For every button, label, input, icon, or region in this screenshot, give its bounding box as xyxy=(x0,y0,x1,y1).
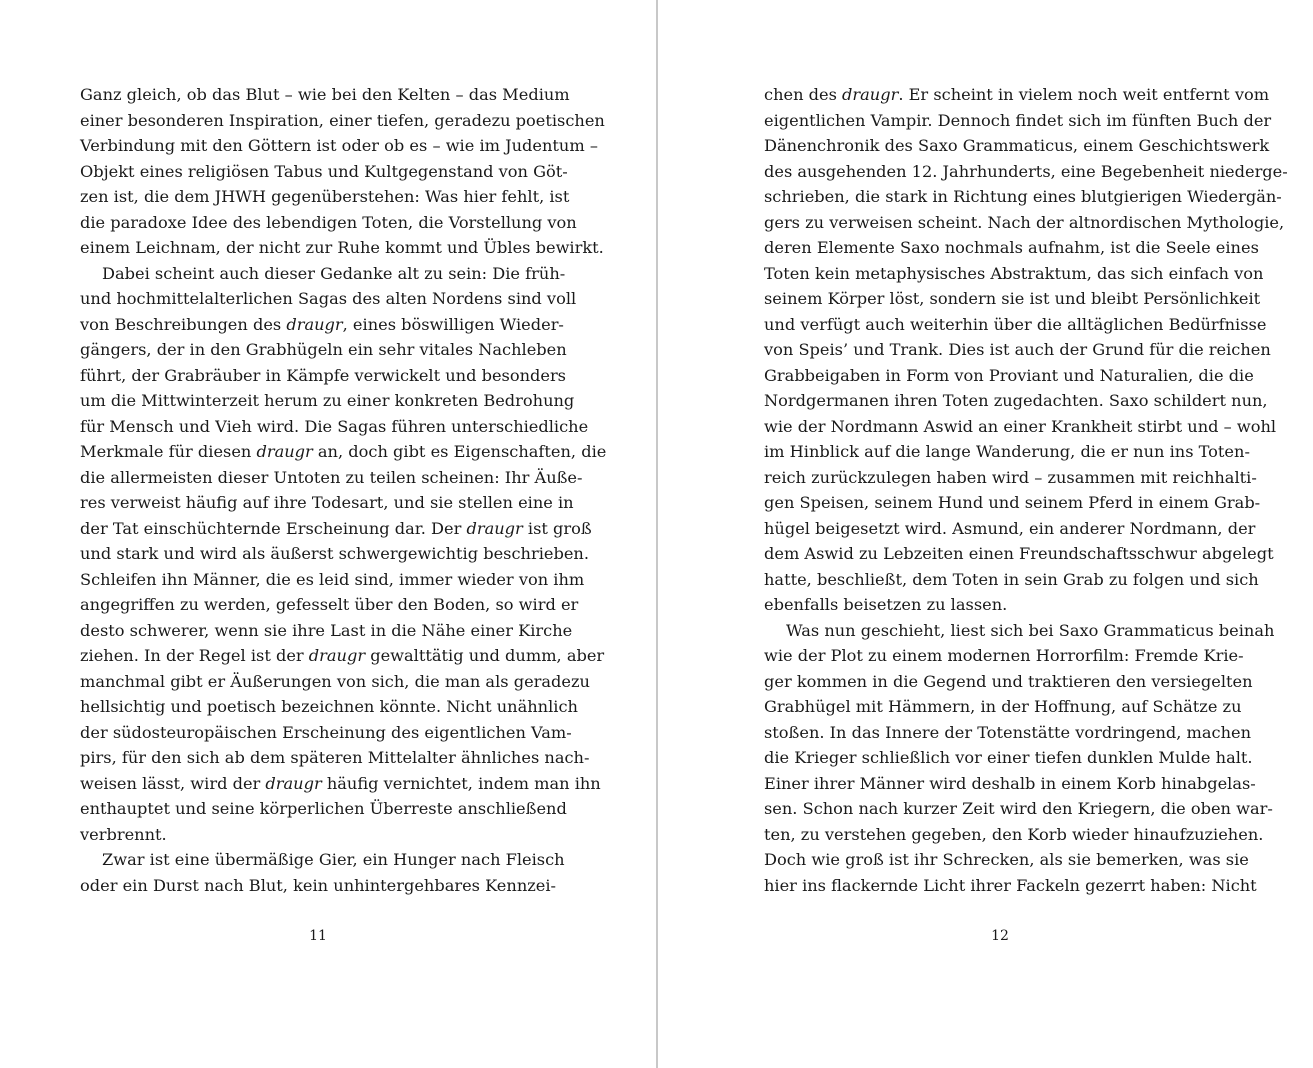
text-line: Nordgermanen ihren Toten zugedachten. Saxo schildert nun, xyxy=(764,391,1268,410)
text-line: für Mensch und Vieh wird. Die Sagas führen unterschiedliche xyxy=(80,416,589,436)
text-line: ziehen. In der Regel ist der draugr gewalttätig und dumm, aber xyxy=(80,646,605,665)
text-line: Toten kein metaphysisches Abstraktum, das sich einfach von xyxy=(764,263,1264,283)
text-line: ten, zu verstehen gegeben, den Korb wieder hinaufzuziehen. xyxy=(764,824,1264,844)
text-line: Verbindung mit den Göttern ist oder ob es – wie im Judentum – xyxy=(80,136,598,155)
text-line: angegriffen zu werden, gefesselt über den Boden, so wird er xyxy=(80,595,579,614)
left-page-number: 11 xyxy=(309,928,327,944)
text-line: oder ein Durst nach Blut, kein unhintergehbares Kennzei- xyxy=(80,875,556,895)
text-line: enthauptet und seine körperlichen Überreste anschließend xyxy=(80,799,567,818)
text-line: seinem Körper löst, sondern sie ist und bleibt Persönlichkeit xyxy=(764,289,1261,308)
text-line: und stark und wird als äußerst schwergewichtig beschrieben. xyxy=(80,544,589,563)
text-line: wie der Plot zu einem modernen Horrorfilm: Fremde Krie- xyxy=(764,646,1244,665)
text-line: Grabhügel mit Hämmern, in der Hoffnung, auf Schätze zu xyxy=(764,697,1242,716)
text-line: stoßen. In das Innere der Totenstätte vordringend, machen xyxy=(764,722,1252,742)
left-page-text xyxy=(80,82,607,898)
text-line: hellsichtig und poetisch bezeichnen könnte. Nicht unähnlich xyxy=(80,697,578,716)
text-line: Ganz gleich, ob das Blut – wie bei den Kelten – das Medium xyxy=(80,85,570,104)
text-line: ebenfalls beisetzen zu lassen. xyxy=(764,595,1008,614)
text-line: hier ins flackernde Licht ihrer Fackeln gezerrt haben: Nicht xyxy=(764,875,1257,895)
text-line: wie der Nordmann Aswid an einer Krankheit stirbt und – wohl xyxy=(764,416,1277,436)
text-line: reich zurückzulegen haben wird – zusammen mit reichhalti- xyxy=(764,467,1257,487)
text-line: weisen lässt, wird der draugr häufig vernichtet, indem man ihn xyxy=(80,773,601,793)
text-line: dem Aswid zu Lebzeiten einen Freundschaftsschwur abgelegt xyxy=(764,544,1274,563)
text-line: Dänenchronik des Saxo Grammaticus, einem Geschichtswerk xyxy=(764,136,1270,155)
text-line: Zwar ist eine übermäßige Gier, ein Hunger nach Fleisch xyxy=(102,850,565,869)
text-line: die paradoxe Idee des lebendigen Toten, die Vorstellung von xyxy=(80,212,577,232)
text-line: pirs, für den sich ab dem späteren Mittelalter ähnliches nach- xyxy=(80,748,590,767)
text-line: Objekt eines religiösen Tabus und Kultgegenstand von Göt- xyxy=(80,161,568,181)
text-line: einem Leichnam, der nicht zur Ruhe kommt und Übles bewirkt. xyxy=(80,238,604,257)
text-line: einer besonderen Inspiration, einer tiefen, geradezu poetischen xyxy=(80,110,605,130)
text-line: gen Speisen, seinem Hund und seinem Pferd in einem Grab- xyxy=(764,493,1261,512)
text-line: ger kommen in die Gegend und traktieren den versiegelten xyxy=(764,671,1253,691)
text-line: der südosteuropäischen Erscheinung des eigentlichen Vam- xyxy=(80,722,572,742)
text-line: und hochmittelalterlichen Sagas des alten Nordens sind voll xyxy=(80,289,577,308)
right-page xyxy=(764,82,1288,898)
text-line: eigentlichen Vampir. Dennoch findet sich im fünften Buch der xyxy=(764,110,1272,130)
text-line: manchmal gibt er Äußerungen von sich, die man als geradezu xyxy=(80,671,590,691)
text-line: von Speis’ und Trank. Dies ist auch der Grund für die reichen xyxy=(764,340,1271,359)
text-line: die allermeisten dieser Untoten zu teilen scheinen: Ihr Äuße- xyxy=(80,467,583,487)
text-line: der Tat einschüchternde Erscheinung dar. Der draugr ist groß xyxy=(80,518,592,538)
text-line: von Beschreibungen des draugr, eines böswilligen Wieder- xyxy=(80,314,564,334)
page-gutter xyxy=(656,0,658,1068)
text-line: gers zu verweisen scheint. Nach der altnordischen Mythologie, xyxy=(764,212,1285,232)
text-line: verbrennt. xyxy=(80,824,167,844)
text-line: desto schwerer, wenn sie ihre Last in die Nähe einer Kirche xyxy=(80,620,573,640)
text-line: Merkmale für diesen draugr an, doch gibt es Eigenschaften, die xyxy=(80,442,607,461)
text-line: zen ist, die dem JHWH gegenüberstehen: Was hier fehlt, ist xyxy=(80,187,570,206)
text-line: Grabbeigaben in Form von Proviant und Naturalien, die die xyxy=(764,365,1254,385)
text-line: chen des draugr. Er scheint in vielem noch weit entfernt vom xyxy=(764,85,1270,104)
text-line: des ausgehenden 12. Jahrhunderts, eine Begebenheit niederge- xyxy=(764,161,1288,181)
text-line: res verweist häufig auf ihre Todesart, und sie stellen eine in xyxy=(80,493,574,512)
text-line: im Hinblick auf die lange Wanderung, die er nun ins Toten- xyxy=(764,442,1250,461)
text-line: um die Mittwinterzeit herum zu einer konkreten Bedrohung xyxy=(80,391,575,410)
text-line: sen. Schon nach kurzer Zeit wird den Kriegern, die oben war- xyxy=(764,799,1273,818)
text-line: und verfügt auch weiterhin über die alltäglichen Bedürfnisse xyxy=(764,314,1267,334)
text-line: hatte, beschließt, dem Toten in sein Grab zu folgen und sich xyxy=(764,569,1259,589)
text-line: Dabei scheint auch dieser Gedanke alt zu sein: Die früh- xyxy=(102,263,566,283)
right-page-number: 12 xyxy=(991,928,1009,944)
text-line: hügel beigesetzt wird. Asmund, ein anderer Nordmann, der xyxy=(764,518,1256,538)
text-line: schrieben, die stark in Richtung eines blutgierigen Wiedergän- xyxy=(764,187,1282,206)
right-page-text xyxy=(764,82,1288,898)
text-line: die Krieger schließlich vor einer tiefen dunklen Mulde halt. xyxy=(764,748,1253,767)
text-line: deren Elemente Saxo nochmals aufnahm, ist die Seele eines xyxy=(764,238,1259,257)
text-line: führt, der Grabräuber in Kämpfe verwickelt und besonders xyxy=(80,365,566,385)
text-line: Was nun geschieht, liest sich bei Saxo Grammaticus beinah xyxy=(786,620,1275,640)
left-page xyxy=(80,82,607,898)
text-line: Doch wie groß ist ihr Schrecken, als sie bemerken, was sie xyxy=(764,850,1249,869)
text-line: Schleifen ihn Männer, die es leid sind, immer wieder von ihm xyxy=(80,569,585,589)
text-line: gängers, der in den Grabhügeln ein sehr vitales Nachleben xyxy=(80,340,567,359)
text-line: Einer ihrer Männer wird deshalb in einem Korb hinabgelas- xyxy=(764,773,1256,793)
